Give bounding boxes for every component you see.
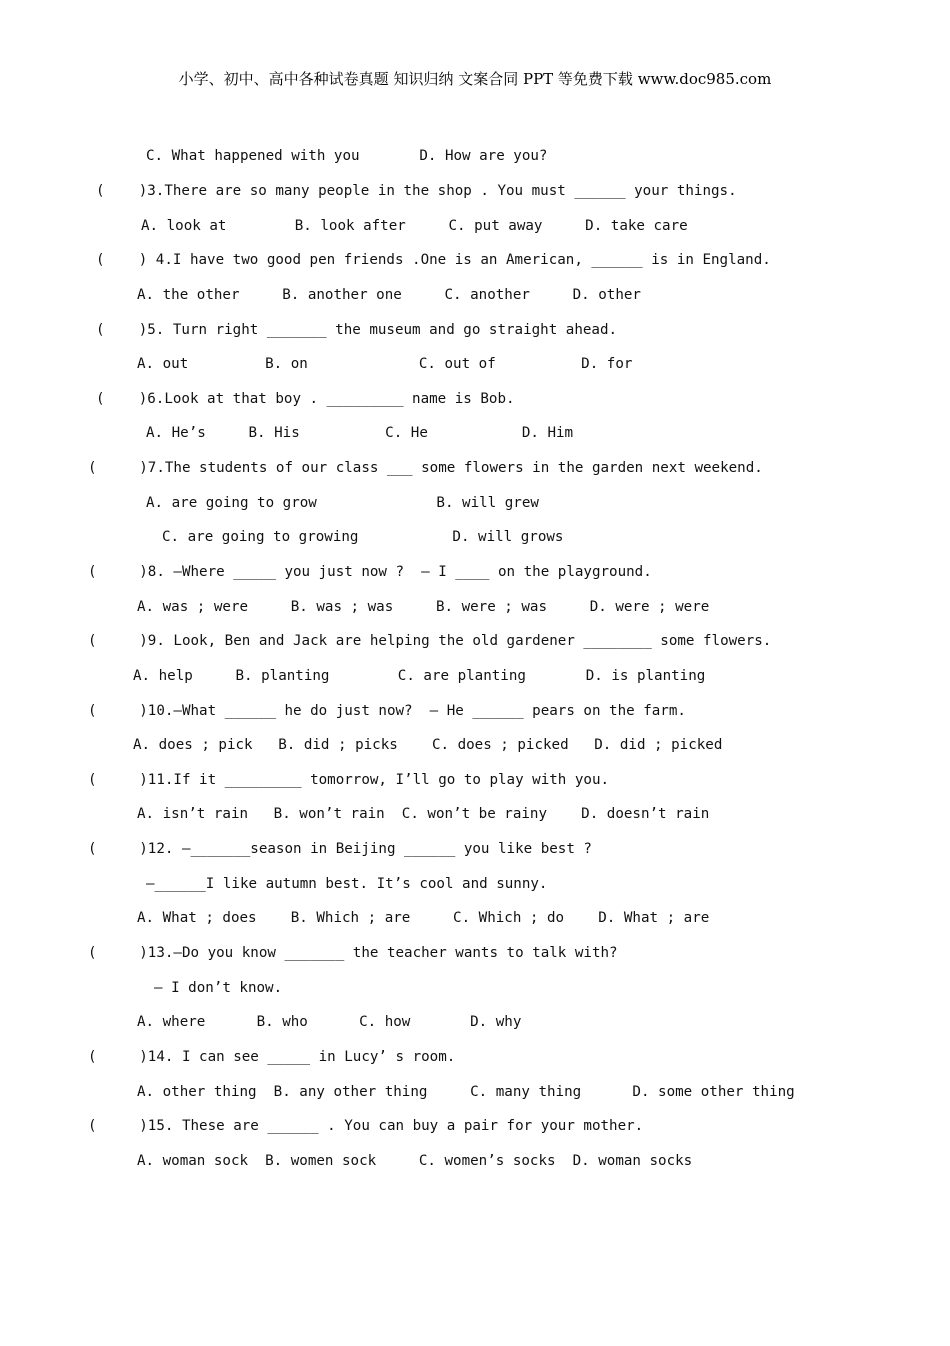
- dialogue-line: —______I like autumn best. It’s cool and sunny.: [146, 876, 548, 892]
- option-line: A. does ; pick B. did ; picks C. does ; picked D. did ; picked: [133, 737, 723, 753]
- option-line: A. isn’t rain B. won’t rain C. won’t be rainy D. doesn’t rain: [137, 806, 710, 822]
- question-line: ( )8. —Where _____ you just now ? — I ____ on the playground.: [88, 564, 652, 580]
- option-line: C. are going to growing D. will grows: [162, 529, 564, 545]
- option-line: A. out B. on C. out of D. for: [137, 356, 633, 372]
- question-line: ( ) 4.I have two good pen friends .One is an American, ______ is in England.: [96, 252, 771, 268]
- question-line: ( )6.Look at that boy . _________ name is Bob.: [96, 391, 515, 407]
- option-line: A. look at B. look after C. put away D. take care: [141, 218, 688, 234]
- question-line: ( )9. Look, Ben and Jack are helping the old gardener ________ some flowers.: [88, 633, 772, 649]
- question-line: ( )10.—What ______ he do just now? — He ______ pears on the farm.: [88, 703, 686, 719]
- question-line: ( )5. Turn right _______ the museum and go straight ahead.: [96, 322, 618, 338]
- question-line: ( )7.The students of our class ___ some flowers in the garden next weekend.: [88, 460, 763, 476]
- question-line: ( )14. I can see _____ in Lucy’ s room.: [88, 1049, 456, 1065]
- question-line: ( )13.—Do you know _______ the teacher wants to talk with?: [88, 945, 618, 961]
- question-line: ( )15. These are ______ . You can buy a pair for your mother.: [88, 1118, 644, 1134]
- option-line: A. the other B. another one C. another D. other: [137, 287, 641, 303]
- question-line: ( )12. —_______season in Beijing ______ you like best ?: [88, 841, 592, 857]
- question-line: ( )11.If it _________ tomorrow, I’ll go to play with you.: [88, 772, 610, 788]
- option-line: A. are going to grow B. will grew: [146, 495, 539, 511]
- option-line: A. where B. who C. how D. why: [137, 1014, 522, 1030]
- option-line: A. help B. planting C. are planting D. is planting: [133, 668, 706, 684]
- option-line: A. woman sock B. women sock C. women’s socks D. woman socks: [137, 1153, 693, 1169]
- option-line: A. other thing B. any other thing C. many thing D. some other thing: [137, 1084, 795, 1100]
- dialogue-line: — I don’t know.: [154, 980, 283, 996]
- option-line: A. was ; were B. was ; was B. were ; was D. were ; were: [137, 599, 710, 615]
- option-line: C. What happened with you D. How are you?: [146, 148, 548, 164]
- page-header: 小学、初中、高中各种试卷真题 知识归纳 文案合同 PPT 等免费下载 www.doc985.com: [178, 70, 772, 88]
- option-line: A. He’s B. His C. He D. Him: [146, 425, 574, 441]
- option-line: A. What ; does B. Which ; are C. Which ; do D. What ; are: [137, 910, 710, 926]
- question-line: ( )3.There are so many people in the shop . You must ______ your things.: [96, 183, 737, 199]
